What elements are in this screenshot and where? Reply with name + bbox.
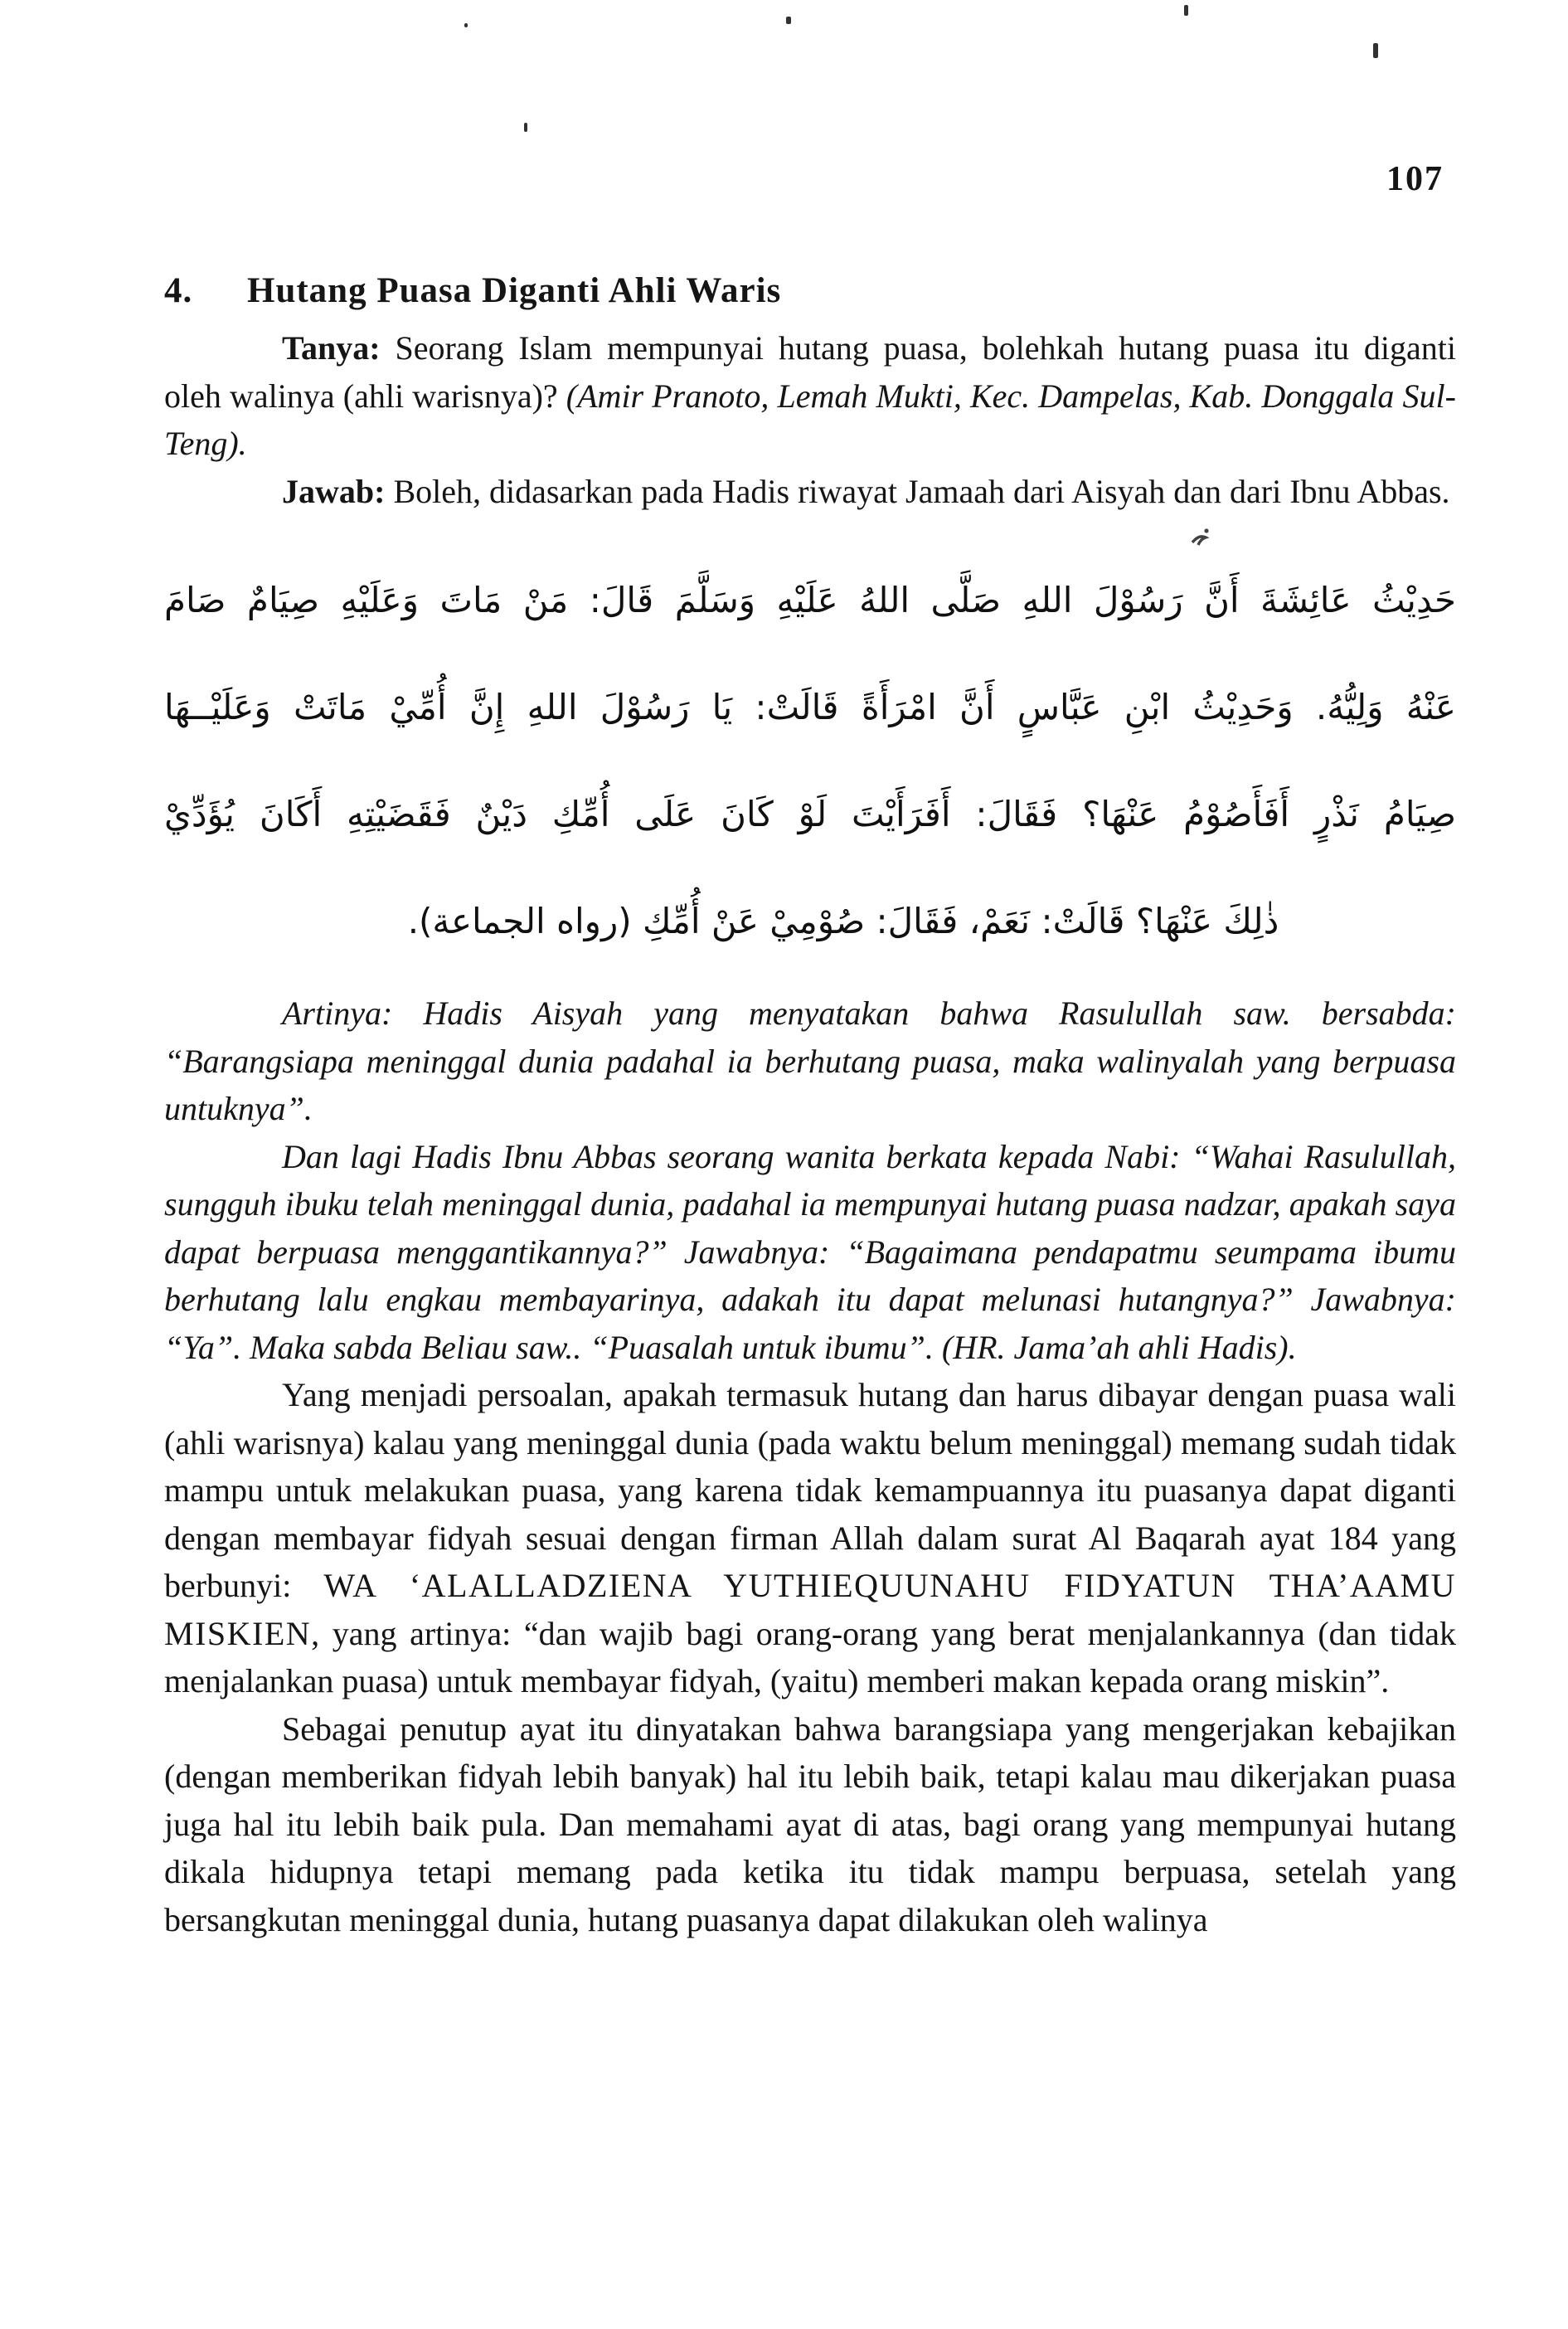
hadith-arabic-line: ذٰلِكَ عَنْهَا؟ قَالَتْ: نَعَمْ، فَقَالَ: صُوْمِيْ عَنْ أُمِّكِ (رواه الجماعة). xyxy=(407,901,1279,941)
scan-speck xyxy=(1373,43,1378,58)
page-number: 107 xyxy=(1386,160,1444,198)
page-content xyxy=(164,267,1456,1943)
translation-ibnu-abbas-paragraph: Dan lagi Hadis Ibnu Abbas seorang wanita berkata kepada Nabi: “Wahai Rasulullah, sungguh ibuku telah meninggal dunia, padahal ia mempunyai hutang puasa nadzar, apakah saya dapat berpuasa menggantikannya?” Jawabnya: “Bagaimana pendapatmu seumpama ibumu berhutang lalu engkau membayarinya, adakah itu dapat melunasi hutangnya?” Jawabnya: “Ya”. Maka sabda Beliau saw.. “Puasalah untuk ibumu”. (HR. Jama’ah ahli Hadis). xyxy=(164,1137,1456,1366)
quran-transliteration: WA ‘ALALLADZIENA YUTHIEQUUNAHU FIDYATUN THA’AAMU MISKIEN xyxy=(164,1567,1456,1652)
translation-aisyah-paragraph: Artinya: Hadis Aisyah yang menyatakan bahwa Rasulullah saw. bersabda: “Barangsiapa meninggal dunia padahal ia berhutang puasa, maka walinyalah yang berpuasa untuknya”. xyxy=(164,994,1456,1127)
scan-speck xyxy=(464,23,468,27)
hadith-arabic-block xyxy=(164,547,1456,975)
hadith-arabic-line: عَنْهُ وَلِيُّهُ. وَحَدِيْثُ ابْنِ عَبَّاسٍ أَنَّ امْرَأَةً قَالَتْ: يَا رَسُوْلَ اللهِ إِنَّ أُمِّيْ مَاتَتْ وَعَلَيْــهَا xyxy=(164,687,1456,727)
answer-text: Boleh, didasarkan pada Hadis riwayat Jamaah dari Aisyah dan dari Ibnu Abbas. xyxy=(385,472,1450,510)
question-label: Tanya: xyxy=(282,329,381,367)
section-heading xyxy=(164,267,1456,314)
scan-speck xyxy=(786,17,791,24)
discussion-1-text-after: , yang artinya: “dan wajib bagi orang-orang yang berat menjalankannya (dan tidak menjalankan puasa) untuk membayar fidyah, (yaitu) memberi makan kepada orang miskin”. xyxy=(164,1614,1456,1699)
hadith-arabic-line: حَدِيْثُ عَائِشَةَ أَنَّ رَسُوْلَ اللهِ صَلَّى اللهُ عَلَيْهِ وَسَلَّمَ قَالَ: مَنْ مَاتَ وَعَلَيْهِ صِيَامٌ صَامَ xyxy=(164,580,1456,620)
answer-paragraph xyxy=(164,468,1456,516)
scan-speck xyxy=(1184,5,1188,16)
scan-speck xyxy=(524,123,527,132)
answer-label: Jawab: xyxy=(282,472,386,510)
question-source: (Amir Pranoto, Lemah Mukti, Kec. Dampelas, Kab. Donggala Sul-Teng). xyxy=(164,377,1456,462)
section-title: Hutang Puasa Diganti Ahli Waris xyxy=(247,271,782,310)
discussion-paragraph-1 xyxy=(164,1371,1456,1705)
discussion-paragraph-2: Sebagai penutup ayat itu dinyatakan bahwa barangsiapa yang mengerjakan kebajikan (dengan memberikan fidyah lebih banyak) hal itu lebih baik, tetapi kalau mau dikerjakan puasa juga hal itu lebih baik pula. Dan memahami ayat di atas, bagi orang yang mempunyai hutang dikala hidupnya tetapi memang pada ketika itu tidak mampu berpuasa, setelah yang bersangkutan meninggal dunia, hutang puasanya dapat dilakukan oleh walinya xyxy=(164,1709,1456,1938)
question-text: Seorang Islam mempunyai hutang puasa, bolehkah hutang puasa itu diganti oleh walinya (ahli warisnya)? xyxy=(164,329,1456,415)
section-number: 4. xyxy=(164,271,193,310)
discussion-1-text: Yang menjadi persoalan, apakah termasuk hutang dan harus dibayar dengan puasa wali (ahli warisnya) kalau yang meninggal dunia (pada waktu belum meninggal) memang sudah tidak mampu untuk melakukan puasa, yang karena tidak kemampuannya itu puasanya dapat diganti dengan membayar fidyah sesuai dengan firman Allah dalam surat Al Baqarah ayat 184 yang berbunyi: xyxy=(164,1376,1456,1604)
hadith-arabic-line: صِيَامُ نَذْرٍ أَفَأَصُوْمُ عَنْهَا؟ فَقَالَ: أَفَرَأَيْتَ لَوْ كَانَ عَلَى أُمِّكِ دَيْنٌ فَقَضَيْتِهِ أَكَانَ يُؤَدِّيْ xyxy=(164,794,1456,834)
question-paragraph xyxy=(164,324,1456,468)
